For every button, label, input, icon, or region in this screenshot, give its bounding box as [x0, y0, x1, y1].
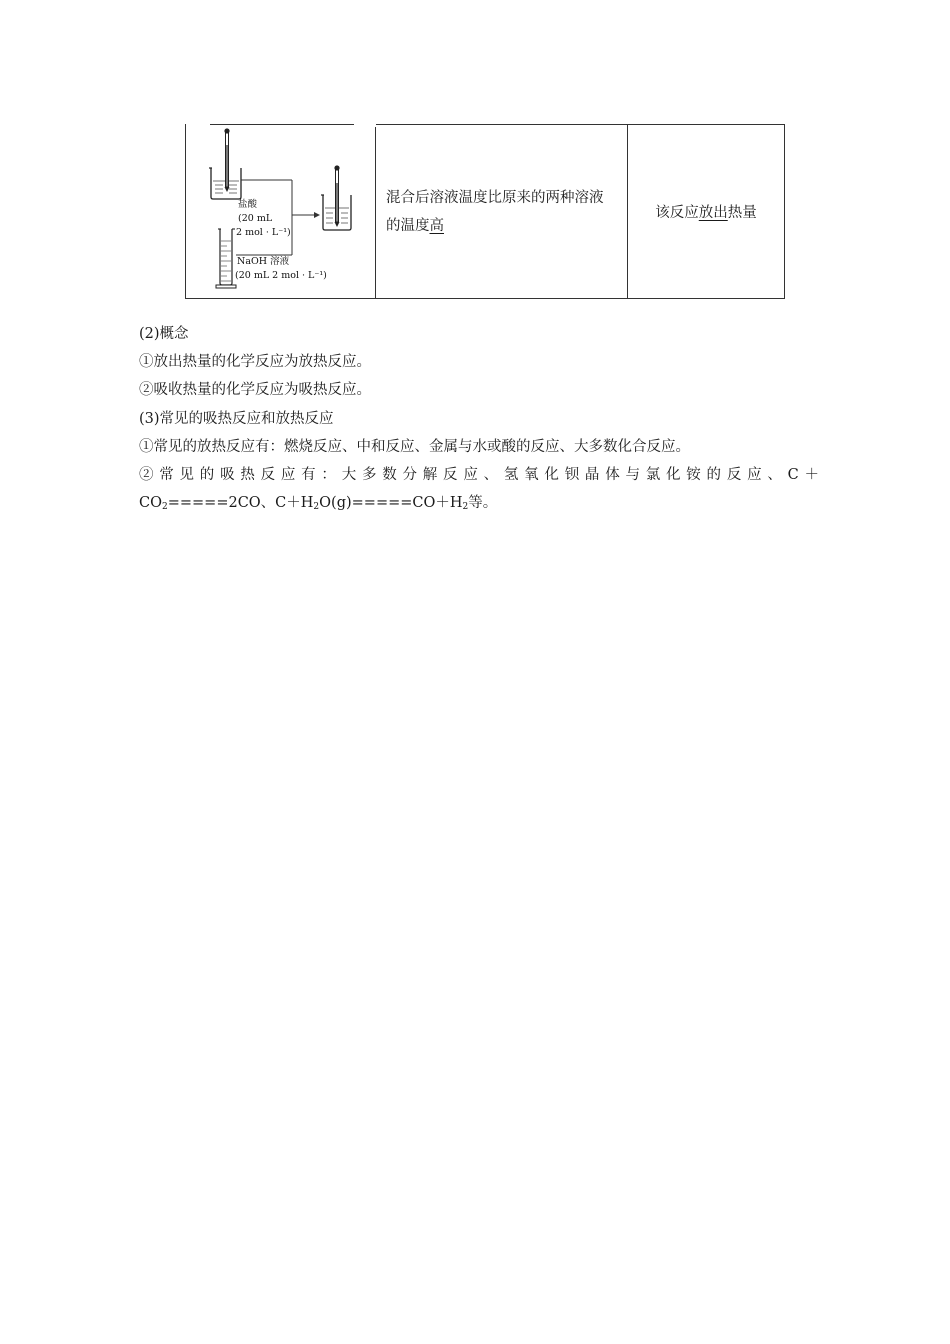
acid-volume-label: (20 mL	[238, 213, 273, 224]
thermometer-icon	[224, 128, 229, 192]
common-endothermic-item: ②常见的吸热反应有：大多数分解反应、氢氧化钡晶体与氯化铵的反应、C＋	[139, 467, 819, 484]
body-text	[139, 320, 819, 517]
base-name-label: NaOH 溶液	[237, 256, 290, 267]
conclusion-suffix: 热量	[727, 205, 757, 221]
common-exothermic-item: ①常见的放热反应有：燃烧反应、中和反应、金属与水或酸的反应、大多数化合反应。	[139, 438, 690, 455]
observation-cell	[376, 125, 628, 299]
conclusion-blank: 放出	[698, 205, 728, 221]
experiment-table	[185, 124, 785, 299]
equation-line: $CO_2=====2CO$、$C+H_2O(g)=====CO+H_2$等。	[139, 495, 498, 513]
acid-name-label: 盐酸	[238, 199, 258, 210]
concept-item-exothermic: ①放出热量的化学反应为放热反应。	[139, 354, 371, 371]
apparatus-figure-cell	[186, 125, 376, 299]
acid-concentration-label: 2 mol · L⁻¹)	[236, 227, 291, 238]
table-row	[186, 125, 785, 299]
base-concentration-label: (20 mL 2 mol · L⁻¹)	[235, 270, 327, 281]
neutralization-apparatus-figure	[186, 125, 375, 298]
concept-heading: (2)概念	[139, 326, 189, 342]
observation-text: 混合后溶液温度比原来的两种溶液的温度	[386, 189, 604, 234]
observation-blank: 高	[429, 217, 444, 234]
graduated-cylinder-icon	[216, 229, 236, 288]
common-reactions-heading: (3)常见的吸热反应和放热反应	[139, 410, 334, 427]
conclusion-cell	[628, 125, 785, 299]
concept-item-endothermic: ②吸收热量的化学反应为吸热反应。	[139, 382, 371, 399]
conclusion-prefix: 该反应	[655, 205, 699, 221]
thermometer-icon	[334, 165, 339, 227]
